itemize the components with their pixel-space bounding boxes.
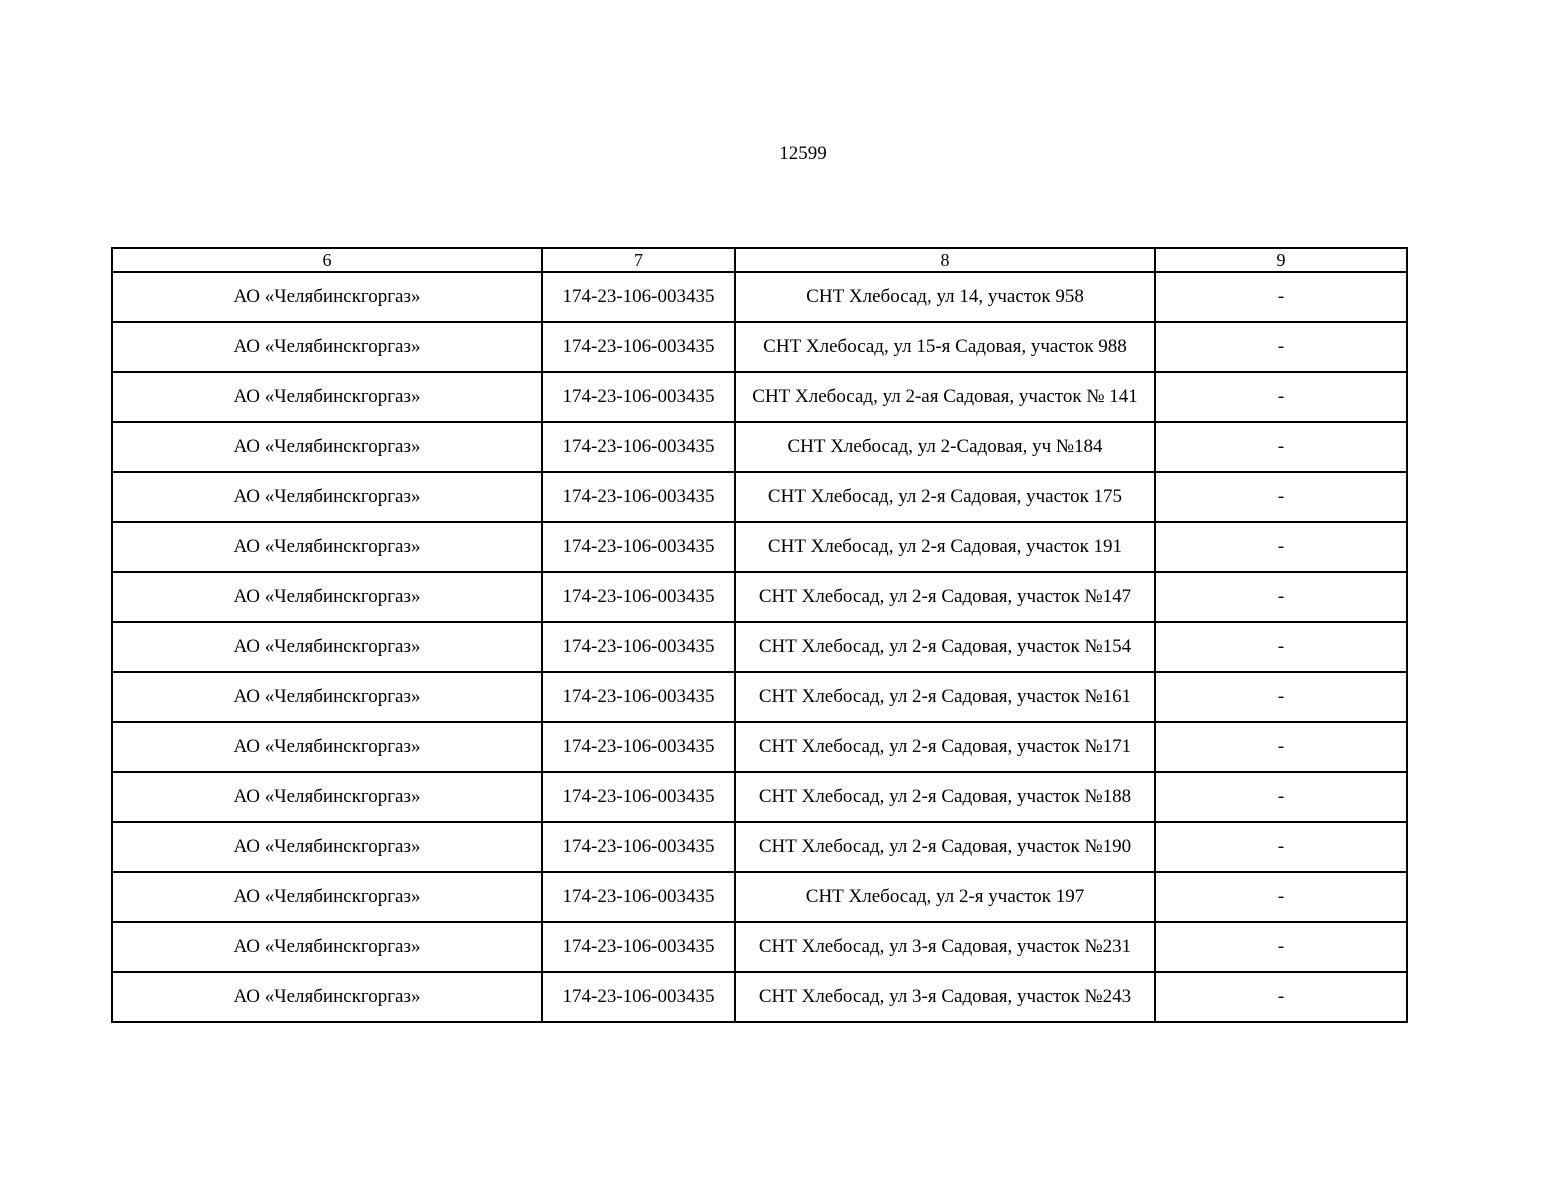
table-row <box>112 822 1407 872</box>
address-cell: СНТ Хлебосад, ул 15-я Садовая, участок 988 <box>735 322 1155 372</box>
address-cell: СНТ Хлебосад, ул 3-я Садовая, участок №231 <box>735 922 1155 972</box>
address-cell: СНТ Хлебосад, ул 2-я Садовая, участок 191 <box>735 522 1155 572</box>
registration-number-cell: 174-23-106-003435 <box>542 272 735 322</box>
note-cell: - <box>1155 572 1407 622</box>
table-row <box>112 572 1407 622</box>
organization-cell: АО «Челябинскгоргаз» <box>112 672 542 722</box>
organization-cell: АО «Челябинскгоргаз» <box>112 872 542 922</box>
organization-cell: АО «Челябинскгоргаз» <box>112 372 542 422</box>
organization-cell: АО «Челябинскгоргаз» <box>112 822 542 872</box>
registration-number-cell: 174-23-106-003435 <box>542 322 735 372</box>
note-cell: - <box>1155 822 1407 872</box>
table-row <box>112 772 1407 822</box>
note-cell: - <box>1155 472 1407 522</box>
address-cell: СНТ Хлебосад, ул 2-я участок 197 <box>735 872 1155 922</box>
note-cell: - <box>1155 422 1407 472</box>
column-header-8: 8 <box>735 248 1155 272</box>
registration-number-cell: 174-23-106-003435 <box>542 472 735 522</box>
organization-cell: АО «Челябинскгоргаз» <box>112 272 542 322</box>
registration-number-cell: 174-23-106-003435 <box>542 922 735 972</box>
table-row <box>112 722 1407 772</box>
registration-number-cell: 174-23-106-003435 <box>542 872 735 922</box>
table-row <box>112 272 1407 322</box>
note-cell: - <box>1155 622 1407 672</box>
registration-number-cell: 174-23-106-003435 <box>542 772 735 822</box>
column-header-7: 7 <box>542 248 735 272</box>
registration-number-cell: 174-23-106-003435 <box>542 722 735 772</box>
organization-cell: АО «Челябинскгоргаз» <box>112 972 542 1022</box>
organization-cell: АО «Челябинскгоргаз» <box>112 422 542 472</box>
address-cell: СНТ Хлебосад, ул 2-я Садовая, участок №154 <box>735 622 1155 672</box>
registration-number-cell: 174-23-106-003435 <box>542 622 735 672</box>
address-cell: СНТ Хлебосад, ул 2-я Садовая, участок 175 <box>735 472 1155 522</box>
note-cell: - <box>1155 522 1407 572</box>
address-cell: СНТ Хлебосад, ул 2-я Садовая, участок №190 <box>735 822 1155 872</box>
registration-number-cell: 174-23-106-003435 <box>542 522 735 572</box>
organization-cell: АО «Челябинскгоргаз» <box>112 322 542 372</box>
registration-number-cell: 174-23-106-003435 <box>542 572 735 622</box>
note-cell: - <box>1155 972 1407 1022</box>
organization-cell: АО «Челябинскгоргаз» <box>112 572 542 622</box>
address-cell: СНТ Хлебосад, ул 14, участок 958 <box>735 272 1155 322</box>
note-cell: - <box>1155 772 1407 822</box>
table-row <box>112 472 1407 522</box>
page-number: 12599 <box>779 143 827 164</box>
address-cell: СНТ Хлебосад, ул 2-ая Садовая, участок № 141 <box>735 372 1155 422</box>
note-cell: - <box>1155 322 1407 372</box>
column-header-9: 9 <box>1155 248 1407 272</box>
note-cell: - <box>1155 872 1407 922</box>
registration-number-cell: 174-23-106-003435 <box>542 422 735 472</box>
registry-table <box>111 247 1408 1023</box>
table-row <box>112 322 1407 372</box>
address-cell: СНТ Хлебосад, ул 2-я Садовая, участок №161 <box>735 672 1155 722</box>
note-cell: - <box>1155 672 1407 722</box>
note-cell: - <box>1155 272 1407 322</box>
table-body <box>112 272 1407 1022</box>
registration-number-cell: 174-23-106-003435 <box>542 972 735 1022</box>
note-cell: - <box>1155 922 1407 972</box>
table-row <box>112 622 1407 672</box>
organization-cell: АО «Челябинскгоргаз» <box>112 622 542 672</box>
table-row <box>112 372 1407 422</box>
table-row <box>112 972 1407 1022</box>
address-cell: СНТ Хлебосад, ул 2-я Садовая, участок №171 <box>735 722 1155 772</box>
table-row <box>112 422 1407 472</box>
note-cell: - <box>1155 722 1407 772</box>
column-header-6: 6 <box>112 248 542 272</box>
organization-cell: АО «Челябинскгоргаз» <box>112 772 542 822</box>
address-cell: СНТ Хлебосад, ул 2-Садовая, уч №184 <box>735 422 1155 472</box>
table-row <box>112 672 1407 722</box>
organization-cell: АО «Челябинскгоргаз» <box>112 522 542 572</box>
address-cell: СНТ Хлебосад, ул 2-я Садовая, участок №188 <box>735 772 1155 822</box>
organization-cell: АО «Челябинскгоргаз» <box>112 922 542 972</box>
table-row <box>112 922 1407 972</box>
table-row <box>112 872 1407 922</box>
registration-number-cell: 174-23-106-003435 <box>542 672 735 722</box>
address-cell: СНТ Хлебосад, ул 2-я Садовая, участок №147 <box>735 572 1155 622</box>
organization-cell: АО «Челябинскгоргаз» <box>112 722 542 772</box>
address-cell: СНТ Хлебосад, ул 3-я Садовая, участок №243 <box>735 972 1155 1022</box>
table-row <box>112 522 1407 572</box>
header-row <box>112 248 1407 272</box>
note-cell: - <box>1155 372 1407 422</box>
registration-number-cell: 174-23-106-003435 <box>542 372 735 422</box>
registration-number-cell: 174-23-106-003435 <box>542 822 735 872</box>
organization-cell: АО «Челябинскгоргаз» <box>112 472 542 522</box>
